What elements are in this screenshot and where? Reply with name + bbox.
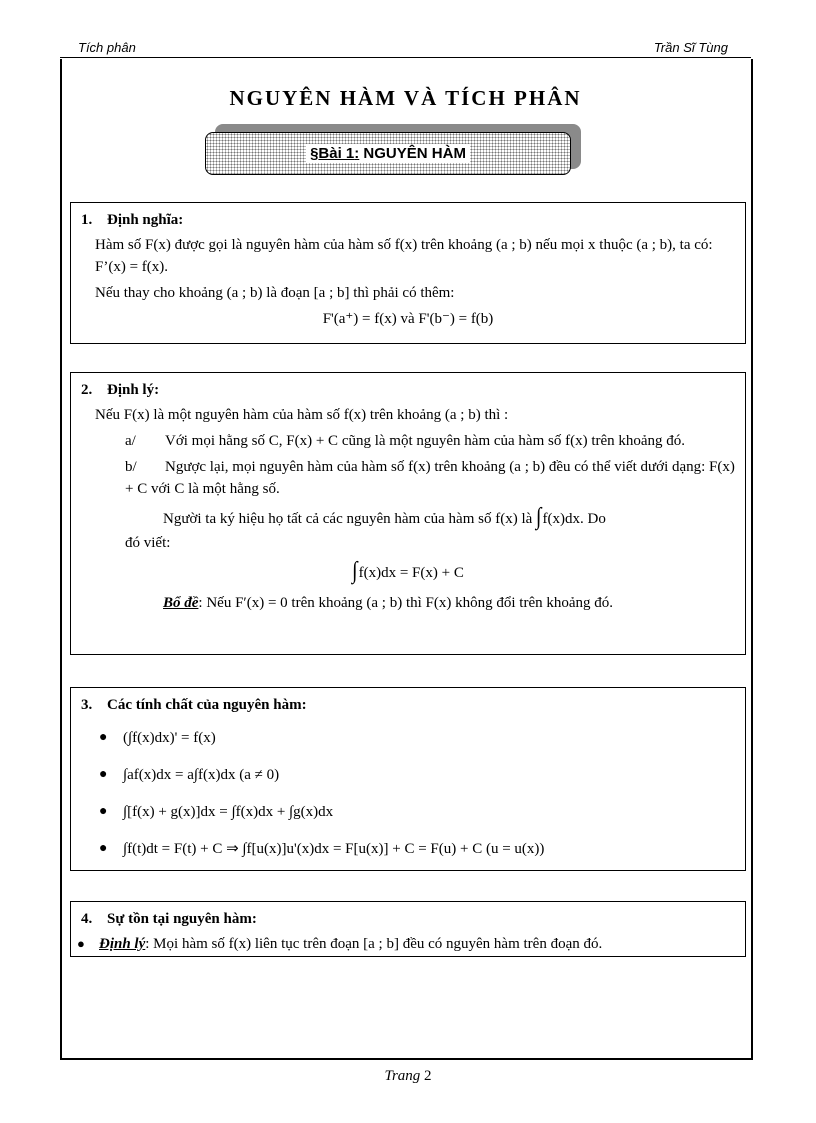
property-item	[81, 756, 735, 793]
section-title-text: Sự tồn tại nguyên hàm:	[107, 911, 257, 927]
section-title	[81, 694, 735, 716]
header-subject: Tích phân	[78, 40, 136, 55]
property-item	[81, 793, 735, 830]
header-author: Trần Sĩ Tùng	[653, 40, 728, 55]
existence-text: : Mọi hàm số f(x) liên tục trên đoạn [a ; b] đều có nguyên hàm trên đoạn đó.	[145, 936, 603, 952]
lemma-text: : Nếu F′(x) = 0 trên khoảng (a ; b) thì F(x) không đổi trên khoảng đó.	[198, 595, 614, 611]
section-definition	[70, 202, 746, 344]
bullet-icon: ●	[99, 803, 108, 819]
part-b-label: b/	[125, 459, 137, 475]
existence-theorem	[77, 933, 735, 955]
section-number: 1.	[81, 212, 93, 228]
badge-lesson: Bài 1	[318, 145, 355, 162]
section-title	[81, 209, 735, 231]
bullet-icon: ●	[99, 840, 108, 856]
property-formula: ∫f(t)dt = F(t) + C ⇒ ∫f[u(x)]u'(x)dx = F[u(x)] + C = F(u) + C (u = u(x))	[123, 840, 545, 857]
property-formula: ∫[f(x) + g(x)]dx = ∫f(x)dx + ∫g(x)dx	[123, 803, 334, 820]
lesson-badge-text	[306, 144, 470, 163]
section-properties	[70, 687, 746, 871]
section-existence	[70, 901, 746, 957]
part-a-text: Với mọi hằng số C, F(x) + C cũng là một nguyên hàm của hàm số f(x) trên khoảng đó.	[165, 433, 686, 449]
section-title	[81, 379, 735, 401]
part-b-text: Ngược lại, mọi nguyên hàm của hàm số f(x) trên khoảng (a ; b) đều có thể viết dưới dạng: F(x) + C với C là một hằng số.	[125, 459, 735, 497]
lemma-label: Bổ đề	[163, 595, 199, 611]
property-item	[81, 830, 735, 867]
footer-label: Trang	[384, 1068, 421, 1084]
notation-post: đó viết:	[125, 535, 171, 551]
section-number: 4.	[81, 911, 93, 927]
part-a-label: a/	[125, 433, 136, 449]
section-theorem	[70, 372, 746, 655]
theorem-part-b	[81, 456, 735, 500]
theorem-formula	[81, 557, 735, 585]
property-formula: (∫f(x)dx)' = f(x)	[123, 729, 216, 746]
badge-sep: :	[354, 145, 360, 162]
notation-pre: Người ta ký hiệu họ tất cả các nguyên hàm của hàm số f(x) là	[163, 511, 533, 527]
bullet-icon: ●	[99, 729, 108, 745]
integral-sign-icon: ∫	[536, 503, 542, 531]
lemma	[81, 592, 735, 614]
theorem-intro: Nếu F(x) là một nguyên hàm của hàm số f(x) trên khoảng (a ; b) thì :	[95, 407, 509, 423]
theorem-part-a	[81, 430, 735, 452]
section-title	[77, 908, 735, 930]
section-title-text: Các tính chất của nguyên hàm:	[107, 697, 307, 713]
section-number: 3.	[81, 697, 93, 713]
header-rule	[60, 57, 751, 58]
section-title-text: Định nghĩa:	[107, 212, 184, 228]
notation-expr: f(x)dx. Do	[542, 511, 606, 527]
definition-paragraph: Hàm số F(x) được gọi là nguyên hàm của hàm số f(x) trên khoảng (a ; b) nếu mọi x thuộc (a ; b), ta có: F’(x) = f(x).	[95, 237, 713, 275]
section-title-text: Định lý:	[107, 382, 160, 398]
property-formula: ∫af(x)dx = a∫f(x)dx (a ≠ 0)	[123, 766, 280, 783]
page-footer	[0, 1068, 816, 1085]
lesson-badge	[205, 132, 571, 175]
section-number: 2.	[81, 382, 93, 398]
existence-label: Định lý	[99, 936, 146, 952]
badge-name: NGUYÊN HÀM	[359, 145, 466, 162]
bullet-icon: ●	[99, 766, 108, 782]
badge-prefix: §	[310, 145, 319, 162]
page-number: 2	[424, 1068, 432, 1084]
definition-note: Nếu thay cho khoảng (a ; b) là đoạn [a ; b] thì phải có thêm:	[95, 285, 455, 301]
integral-sign-icon: ∫	[352, 557, 358, 585]
definition-formula: F'(a⁺) = f(x) và F'(b⁻) = f(b)	[322, 311, 494, 327]
page-title: NGUYÊN HÀM VÀ TÍCH PHÂN	[229, 86, 582, 110]
bullet-icon: ●	[77, 936, 85, 951]
theorem-formula-text: f(x)dx = F(x) + C	[358, 565, 464, 581]
property-item	[81, 719, 735, 756]
notation-line	[81, 503, 735, 531]
